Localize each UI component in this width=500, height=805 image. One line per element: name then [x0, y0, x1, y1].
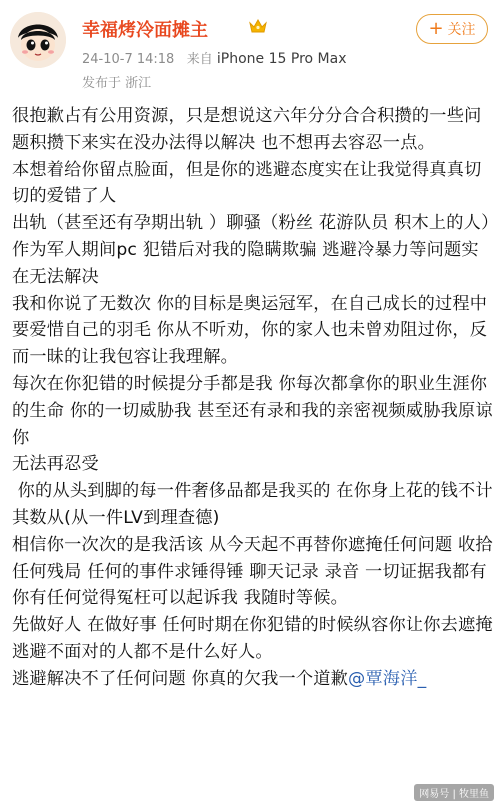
post-paragraph: 本想着给你留点脸面，但是你的逃避态度实在让我觉得真真切切的爱错了人: [12, 159, 482, 207]
post-paragraph: 相信你一次次的是我活该 从今天起不再替你遮掩任何问题 收拾任何残局 任何的事件求锤得锤 聊天记录 录音 一切证据我都有 你有任何觉得冤枉可以起诉我 我随时等候。: [12, 534, 493, 609]
post-paragraph: 出轨（甚至还有孕期出轨 ）聊骚（粉丝 花游队员 积木上的人）作为军人期间pc 犯错后对我的隐瞒欺骗 逃避冷暴力等问题实在无法解决: [12, 213, 490, 287]
post-paragraph: 逃避解决不了任何问题 你真的欠我一个道歉: [12, 668, 349, 689]
post-paragraph: 先做好人 在做好事 任何时期在你犯错的时候纵容你让你去遮掩逃避不面对的人都不是什么好人。: [12, 615, 493, 662]
post-paragraph: 无法再忍受: [12, 454, 99, 475]
post-body: [12, 103, 494, 693]
crown-icon: [248, 16, 268, 36]
post-meta: [82, 48, 346, 67]
post-last-line: [12, 666, 494, 693]
device-name: iPhone 15 Pro Max: [216, 51, 347, 67]
source-prefix: 来自: [186, 52, 213, 67]
post-paragraph: 很抱歉占有公用资源，只是想说这六年分分合合积攒的一些问题积攒下来实在没办法得以解决 也不想再去容忍一点。: [12, 106, 482, 153]
watermark: 网易号 | 牧里鱼: [414, 784, 494, 801]
post-paragraph: 我和你说了无数次 你的目标是奥运冠军，在自己成长的过程中要爱惜自己的羽毛 你从不听劝，你的家人也未曾劝阻过你，反而一昧的让我包容让我理解。: [12, 293, 488, 368]
mention-link[interactable]: @覃海洋_: [348, 668, 427, 689]
follow-label: 关注: [447, 22, 476, 38]
post-location: 发布于 浙江: [82, 76, 152, 91]
avatar[interactable]: [10, 12, 66, 68]
post-paragraph: 你的从头到脚的每一件奢侈品都是我买的 在你身上花的钱不计其数从(从一件LV到理查德): [12, 481, 493, 528]
post-header: [0, 0, 500, 100]
post-paragraph: 每次在你犯错的时候提分手都是我 你每次都拿你的职业生涯你的生命 你的一切威胁我 甚至还有录和我的亲密视频威胁我原谅你: [12, 373, 493, 448]
follow-button[interactable]: [416, 14, 488, 44]
post-time: 24-10-7 14:18: [82, 52, 175, 67]
plus-icon: +: [428, 18, 444, 39]
username[interactable]: 幸福烤冷面摊主: [82, 20, 208, 41]
